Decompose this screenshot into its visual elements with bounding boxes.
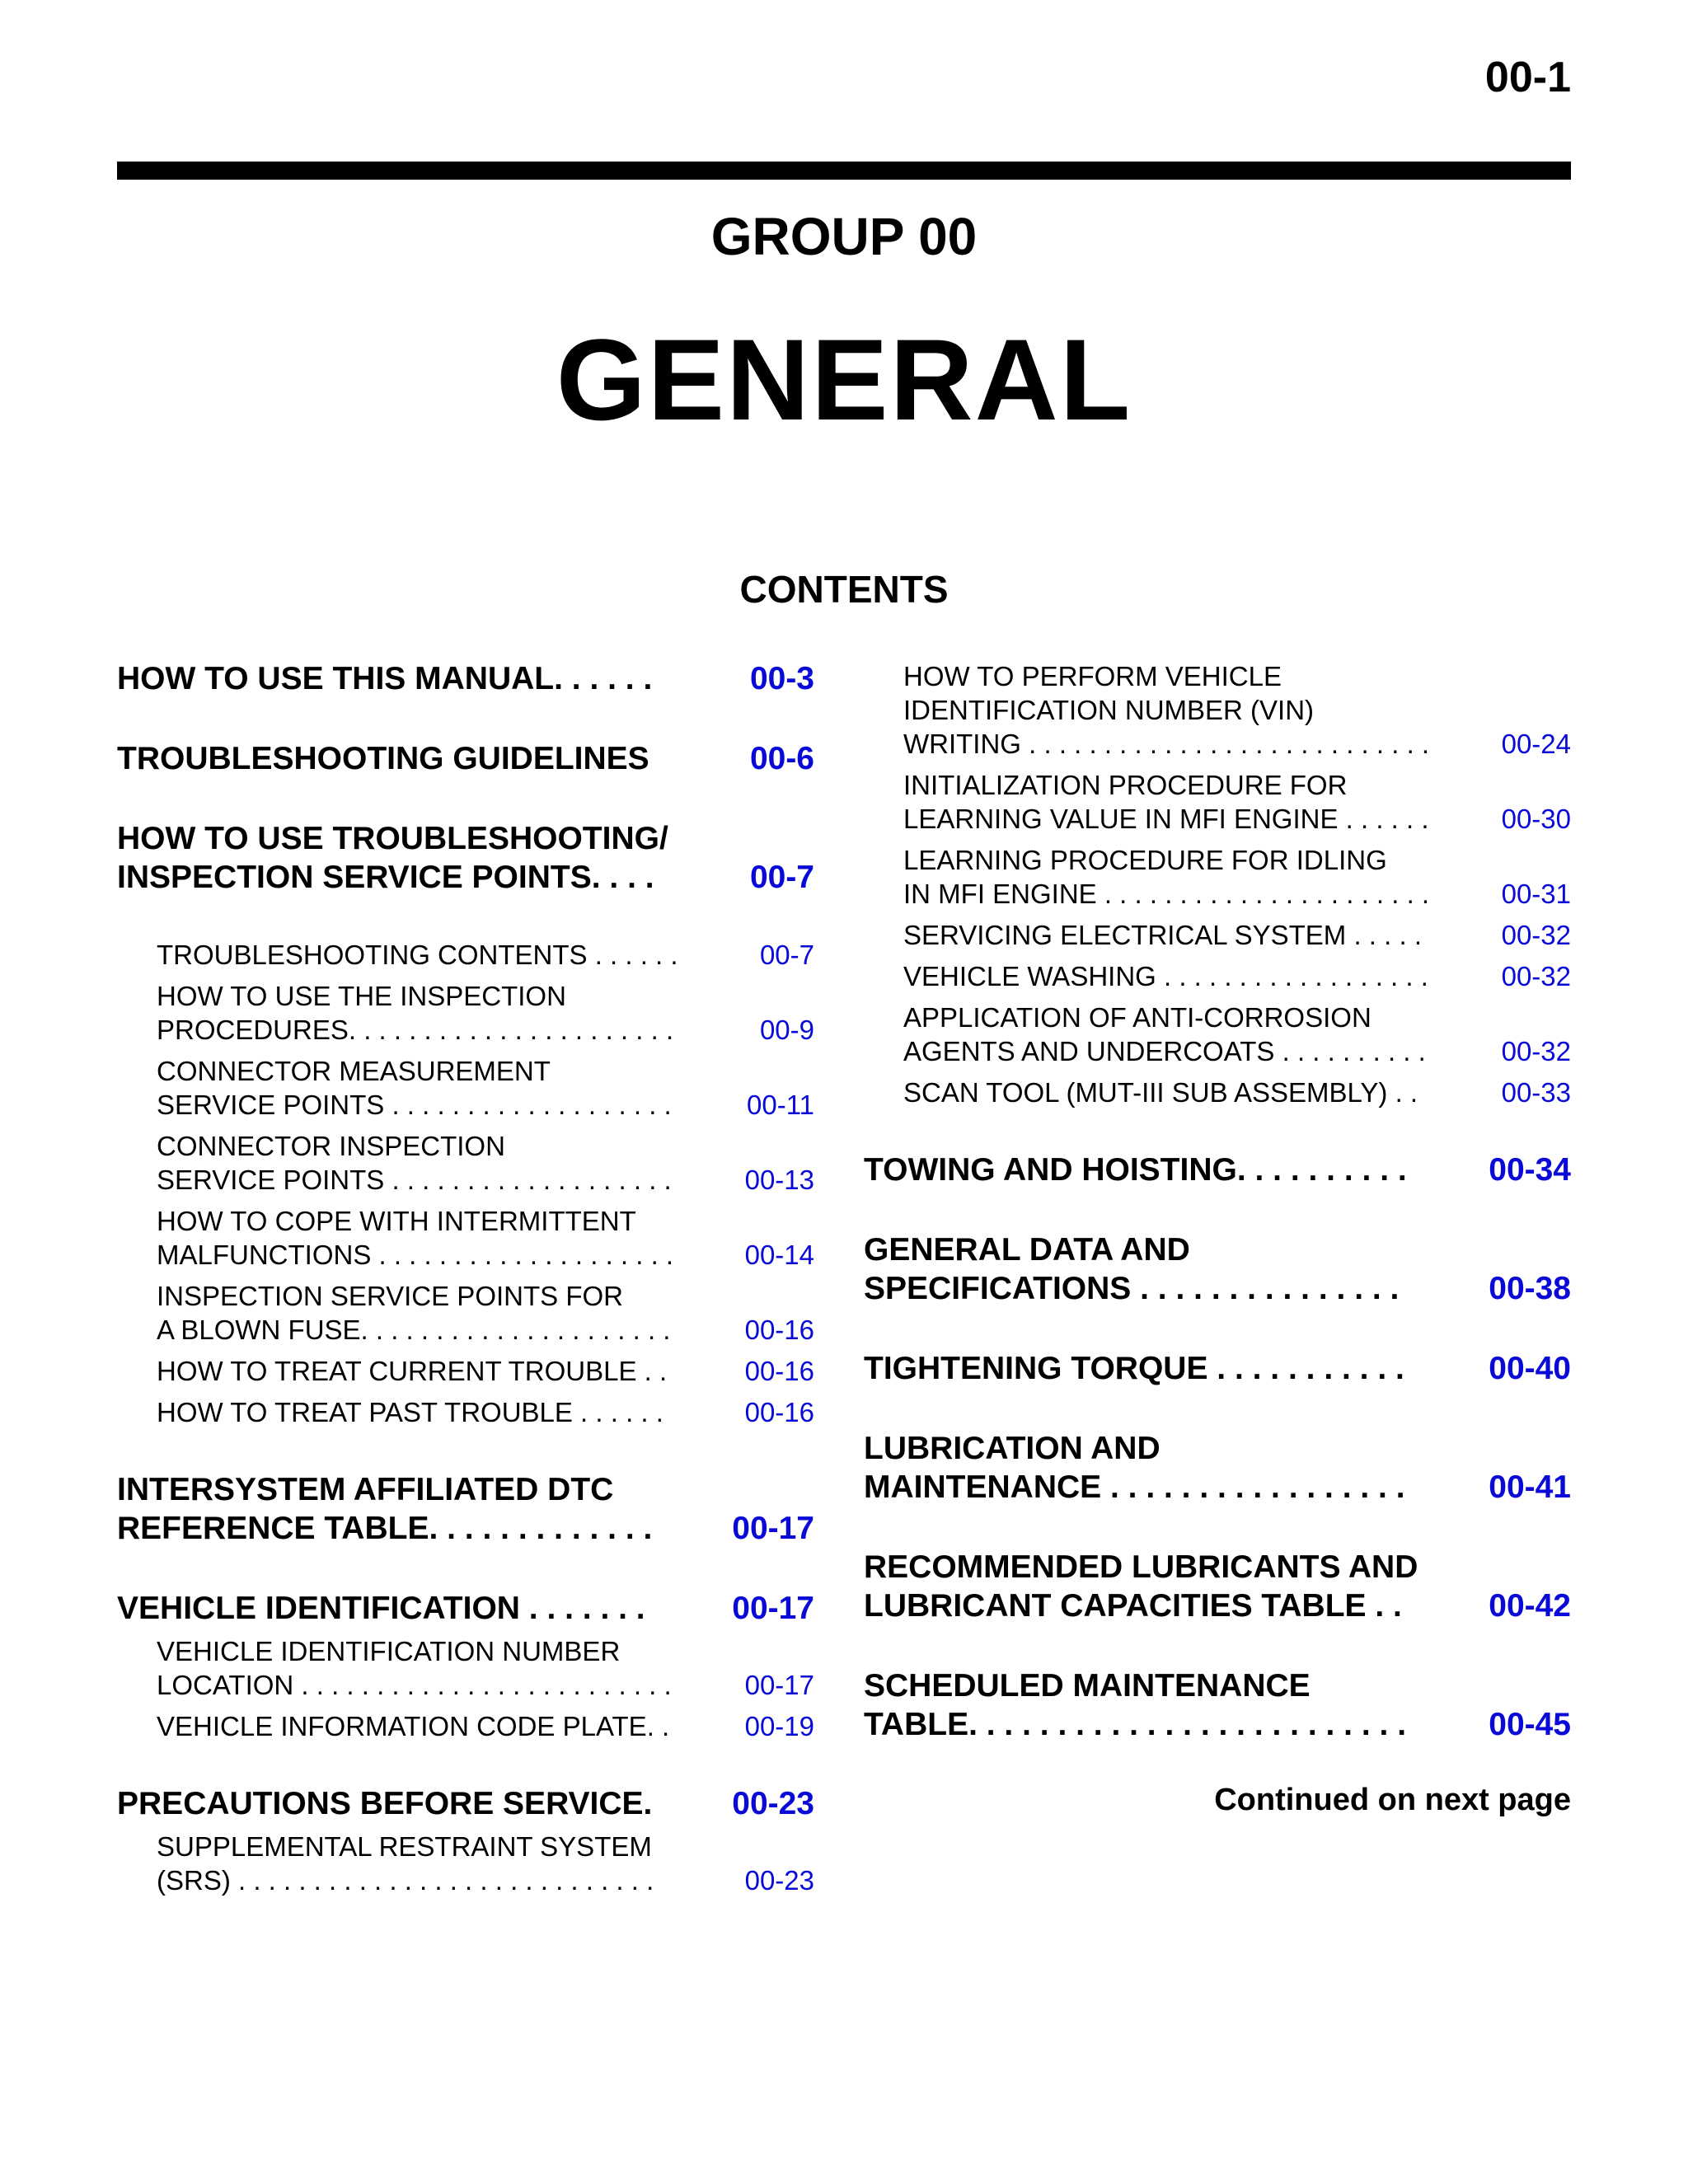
toc-subsection-entry[interactable] [864, 659, 1571, 761]
toc-page-link[interactable]: 00-32 [1501, 1036, 1571, 1066]
toc-entry-title: RECOMMENDED LUBRICANTS AND LUBRICANT CAPACITIES TABLE . . [864, 1549, 1418, 1624]
toc-page-link[interactable]: 00-24 [1501, 729, 1571, 759]
toc-subsection-entry[interactable] [117, 1054, 814, 1122]
toc-subsection-entry[interactable] [117, 979, 814, 1047]
toc-entry-title: INTERSYSTEM AFFILIATED DTC REFERENCE TABLE. . . . . . . . . . . . . [117, 1472, 653, 1546]
header-rule [117, 162, 1571, 180]
chapter-title: GENERAL [556, 315, 1132, 444]
toc-page-link[interactable]: 00-13 [744, 1165, 814, 1195]
toc-section-entry[interactable] [864, 1429, 1571, 1507]
toc-subsection-entry[interactable] [117, 1709, 814, 1743]
toc-page-link[interactable]: 00-32 [1501, 961, 1571, 991]
toc-page-link[interactable]: 00-45 [1489, 1707, 1571, 1742]
toc-entry-title: HOW TO COPE WITH INTERMITTENT MALFUNCTIONS . . . . . . . . . . . . . . . . . . . . [157, 1206, 674, 1270]
toc-page-link[interactable]: 00-7 [749, 860, 814, 895]
toc-page-link[interactable]: 00-40 [1489, 1351, 1571, 1386]
toc-subsection-entry[interactable] [864, 1076, 1571, 1109]
toc-section-entry[interactable] [117, 659, 814, 698]
toc-entry-title: TROUBLESHOOTING GUIDELINES [117, 741, 649, 776]
toc-subsection-entry[interactable] [864, 768, 1571, 836]
toc-page-link[interactable]: 00-14 [744, 1240, 814, 1270]
toc-entry-title: HOW TO USE THIS MANUAL. . . . . . [117, 661, 653, 696]
toc-page-link[interactable]: 00-31 [1501, 879, 1571, 909]
toc-subsection-entry[interactable] [117, 1279, 814, 1347]
toc-section-entry[interactable] [117, 1470, 814, 1548]
toc-page-link[interactable]: 00-17 [732, 1511, 814, 1546]
toc-page-link[interactable]: 00-16 [744, 1397, 814, 1427]
toc-section-entry[interactable] [117, 1589, 814, 1628]
toc-page-link[interactable]: 00-11 [747, 1090, 814, 1120]
toc-page-link[interactable]: 00-23 [744, 1865, 814, 1896]
toc-section-entry[interactable] [117, 1784, 814, 1823]
toc-page-link[interactable]: 00-33 [1501, 1077, 1571, 1108]
toc-section-entry[interactable] [864, 1151, 1571, 1189]
toc-entry-title: SCAN TOOL (MUT-III SUB ASSEMBLY) . . [903, 1077, 1418, 1108]
toc-section-entry[interactable] [117, 739, 814, 778]
toc-subsection-entry[interactable] [864, 1001, 1571, 1068]
toc-subsection-entry[interactable] [864, 918, 1571, 952]
toc-entry-title: HOW TO PERFORM VEHICLE IDENTIFICATION NUMBER (VIN) WRITING . . . . . . . . . . . . . . . . . . . . . . . . . . . [903, 661, 1430, 759]
toc-entry-title: LEARNING PROCEDURE FOR IDLING IN MFI ENGINE . . . . . . . . . . . . . . . . . . . . . . [903, 845, 1430, 909]
toc-page-link[interactable]: 00-32 [1501, 920, 1571, 950]
toc-entry-title: VEHICLE INFORMATION CODE PLATE. . [157, 1711, 670, 1741]
toc-subsection-entry[interactable] [864, 959, 1571, 993]
toc-entry-title: CONNECTOR MEASUREMENT SERVICE POINTS . . . . . . . . . . . . . . . . . . . [157, 1056, 672, 1120]
contents-right-column [864, 659, 1571, 1785]
toc-entry-title: TROUBLESHOOTING CONTENTS . . . . . . [157, 940, 678, 970]
toc-subsection-entry[interactable] [117, 1204, 814, 1272]
toc-entry-title: TIGHTENING TORQUE . . . . . . . . . . . [864, 1351, 1404, 1386]
toc-page-link[interactable]: 00-30 [1501, 804, 1571, 834]
toc-subsection-entry[interactable] [117, 938, 814, 972]
toc-subsection-entry[interactable] [117, 1129, 814, 1197]
group-heading: GROUP 00 [710, 207, 978, 266]
toc-entry-title: APPLICATION OF ANTI-CORROSION AGENTS AND UNDERCOATS . . . . . . . . . . [903, 1002, 1426, 1066]
toc-section-entry[interactable] [864, 1349, 1571, 1388]
toc-page-link[interactable]: 00-16 [744, 1356, 814, 1386]
toc-entry-title: HOW TO USE THE INSPECTION PROCEDURES. . . . . . . . . . . . . . . . . . . . . . [157, 981, 674, 1045]
toc-subsection-entry[interactable] [864, 843, 1571, 911]
toc-entry-title: TOWING AND HOISTING. . . . . . . . . . [864, 1152, 1407, 1188]
toc-page-link[interactable]: 00-23 [732, 1786, 814, 1821]
toc-page-link[interactable]: 00-19 [744, 1711, 814, 1741]
toc-page-link[interactable]: 00-3 [749, 661, 814, 696]
page-number: 00-1 [1484, 54, 1571, 101]
toc-section-entry[interactable] [864, 1666, 1571, 1744]
continued-note: Continued on next page [1214, 1783, 1571, 1817]
contents-heading: CONTENTS [739, 568, 949, 611]
toc-entry-title: VEHICLE IDENTIFICATION NUMBER LOCATION . . . . . . . . . . . . . . . . . . . . . . . . . [157, 1636, 672, 1700]
toc-entry-title: LUBRICATION AND MAINTENANCE . . . . . . . . . . . . . . . . . [864, 1431, 1405, 1505]
toc-page-link[interactable]: 00-41 [1489, 1469, 1571, 1505]
toc-page-link[interactable]: 00-6 [749, 741, 814, 776]
toc-subsection-entry[interactable] [117, 1830, 814, 1897]
toc-subsection-entry[interactable] [117, 1395, 814, 1429]
contents-left-column [117, 659, 814, 1905]
toc-page-link[interactable]: 00-17 [744, 1670, 814, 1700]
toc-subsection-entry[interactable] [117, 1634, 814, 1702]
toc-entry-title: VEHICLE WASHING . . . . . . . . . . . . . . . . . . [903, 961, 1428, 991]
toc-page-link[interactable]: 00-16 [744, 1315, 814, 1345]
toc-entry-title: INSPECTION SERVICE POINTS FOR A BLOWN FUSE. . . . . . . . . . . . . . . . . . . . . [157, 1281, 671, 1345]
toc-page-link[interactable]: 00-9 [759, 1015, 814, 1045]
toc-entry-title: GENERAL DATA AND SPECIFICATIONS . . . . . . . . . . . . . . . [864, 1232, 1400, 1306]
toc-entry-title: SCHEDULED MAINTENANCE TABLE. . . . . . . . . . . . . . . . . . . . . . . . . [864, 1668, 1407, 1742]
toc-entry-title: INITIALIZATION PROCEDURE FOR LEARNING VALUE IN MFI ENGINE . . . . . . [903, 770, 1429, 834]
toc-page-link[interactable]: 00-7 [759, 940, 814, 970]
toc-page-link[interactable]: 00-42 [1489, 1588, 1571, 1624]
toc-entry-title: VEHICLE IDENTIFICATION . . . . . . . [117, 1591, 645, 1626]
toc-section-entry[interactable] [864, 1230, 1571, 1308]
toc-subsection-entry[interactable] [117, 1354, 814, 1388]
toc-entry-title: PRECAUTIONS BEFORE SERVICE. [117, 1786, 653, 1821]
toc-entry-title: HOW TO TREAT CURRENT TROUBLE . . [157, 1356, 668, 1386]
toc-entry-title: SUPPLEMENTAL RESTRAINT SYSTEM (SRS) . . . . . . . . . . . . . . . . . . . . . . . . . . . . [157, 1831, 654, 1896]
toc-section-entry[interactable] [117, 819, 814, 897]
toc-entry-title: HOW TO USE TROUBLESHOOTING/ INSPECTION SERVICE POINTS. . . . [117, 821, 668, 895]
toc-entry-title: SERVICING ELECTRICAL SYSTEM . . . . . [903, 920, 1422, 950]
toc-page-link[interactable]: 00-38 [1489, 1271, 1571, 1306]
toc-section-entry[interactable] [864, 1548, 1571, 1625]
toc-entry-title: CONNECTOR INSPECTION SERVICE POINTS . . . . . . . . . . . . . . . . . . . [157, 1131, 672, 1195]
toc-entry-title: HOW TO TREAT PAST TROUBLE . . . . . . [157, 1397, 663, 1427]
toc-page-link[interactable]: 00-34 [1489, 1152, 1571, 1188]
toc-page-link[interactable]: 00-17 [732, 1591, 814, 1626]
